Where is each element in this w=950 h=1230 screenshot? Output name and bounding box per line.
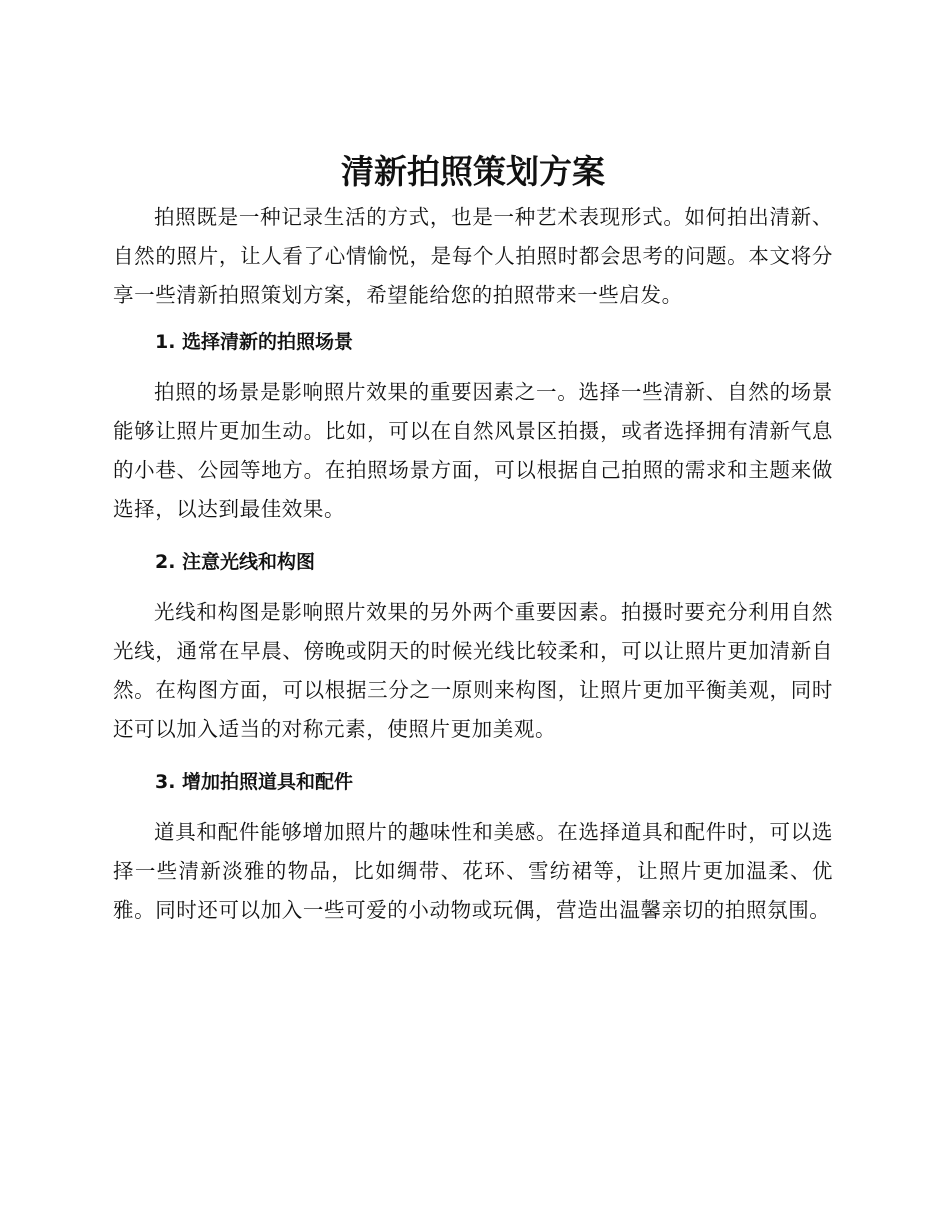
section-body-2: 光线和构图是影响照片效果的另外两个重要因素。拍摄时要充分利用自然光线，通常在早晨、傍晚或阴天的时候光线比较柔和，可以让照片更加清新自然。在构图方面，可以根据三分之一原则来构图，让照片更加平衡美观，同时还可以加入适当的对称元素，使照片更加美观。 [113, 600, 833, 741]
section-heading-1: 1. 选择清新的拍照场景 [155, 331, 354, 353]
document-page [113, 150, 833, 930]
document-title: 清新拍照策划方案 [341, 152, 605, 191]
intro-paragraph: 拍照既是一种记录生活的方式，也是一种艺术表现形式。如何拍出清新、自然的照片，让人看了心情愉悦，是每个人拍照时都会思考的问题。本文将分享一些清新拍照策划方案，希望能给您的拍照带来一些启发。 [113, 205, 833, 307]
section-heading-2: 2. 注意光线和构图 [155, 551, 316, 573]
section-heading-3: 3. 增加拍照道具和配件 [155, 771, 354, 793]
section-body-1: 拍照的场景是影响照片效果的重要因素之一。选择一些清新、自然的场景能够让照片更加生动。比如，可以在自然风景区拍摄，或者选择拥有清新气息的小巷、公园等地方。在拍照场景方面，可以根据自己拍照的需求和主题来做选择，以达到最佳效果。 [113, 380, 833, 521]
section-body-3: 道具和配件能够增加照片的趣味性和美感。在选择道具和配件时，可以选择一些清新淡雅的物品，比如绸带、花环、雪纺裙等，让照片更加温柔、优雅。同时还可以加入一些可爱的小动物或玩偶，营造出温馨亲切的拍照氛围。 [113, 820, 833, 922]
